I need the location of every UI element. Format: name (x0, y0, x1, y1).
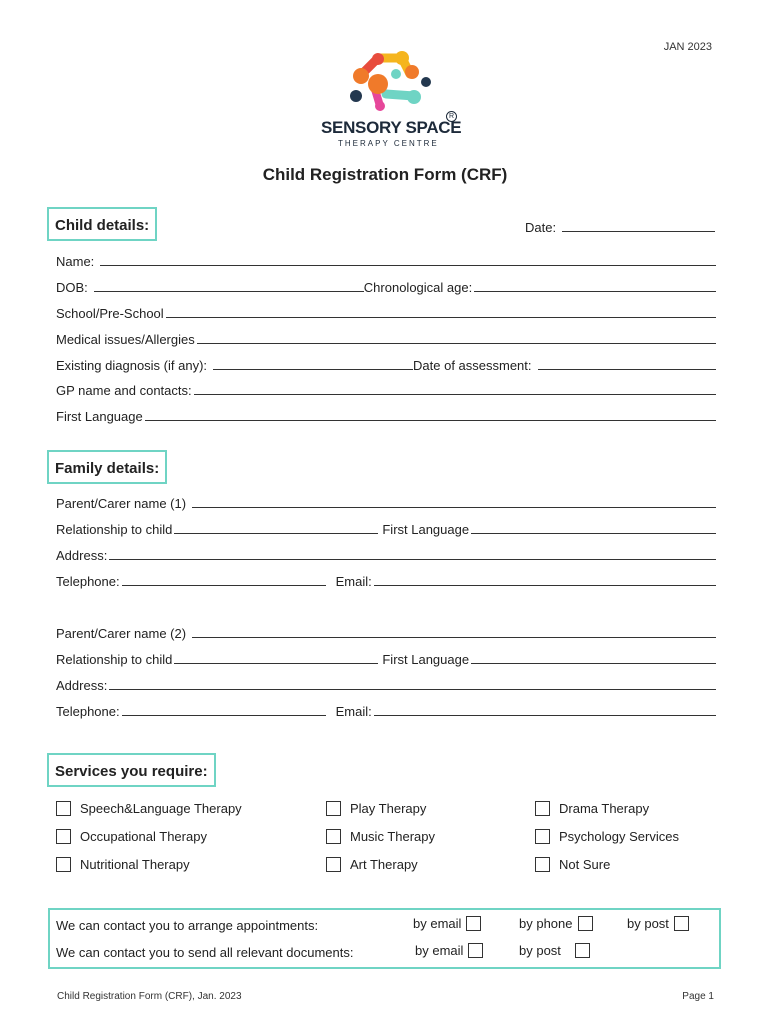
name-field (56, 251, 716, 269)
service-label: Speech&Language Therapy (80, 801, 242, 816)
school-label: School/Pre-School (56, 306, 164, 321)
parent1-name-input-line[interactable] (192, 495, 716, 508)
service-psychology-services[interactable] (535, 829, 679, 844)
parent2-name-input-line[interactable] (192, 625, 716, 638)
service-label: Art Therapy (350, 857, 418, 872)
option-label: by phone (519, 916, 573, 931)
page-number: Page 1 (682, 991, 714, 1002)
parent2-name-field (56, 623, 716, 641)
parent2-language-label: First Language (382, 652, 470, 667)
documents-by-email[interactable] (415, 943, 483, 958)
checkbox[interactable] (56, 829, 71, 844)
parent1-address-input-line[interactable] (109, 547, 716, 560)
dob-input-line[interactable] (94, 279, 364, 292)
assessment-date-label: Date of assessment: (413, 358, 532, 373)
date-field (525, 217, 715, 235)
parent2-relationship-row (56, 649, 716, 667)
parent1-language-input-line[interactable] (471, 521, 716, 534)
chrono-age-label: Chronological age: (363, 280, 473, 295)
gp-field (56, 380, 716, 398)
checkbox[interactable] (326, 829, 341, 844)
parent1-address-label: Address: (56, 548, 108, 563)
section-services: Services you require: (47, 753, 216, 787)
diagnosis-row (56, 355, 716, 373)
checkbox[interactable] (326, 857, 341, 872)
service-label: Occupational Therapy (80, 829, 207, 844)
parent1-address-field (56, 545, 716, 563)
parent2-email-label: Email: (335, 704, 372, 719)
first-language-label: First Language (56, 409, 143, 424)
parent1-relationship-input-line[interactable] (174, 521, 378, 534)
sensory-space-logo-icon (340, 48, 432, 114)
section-child-details: Child details: (47, 207, 157, 241)
date-input-line[interactable] (562, 219, 715, 232)
service-play-therapy[interactable] (326, 801, 426, 816)
parent2-relationship-input-line[interactable] (174, 651, 378, 664)
diagnosis-label: Existing diagnosis (if any): (56, 358, 208, 373)
diagnosis-input-line[interactable] (213, 357, 413, 370)
option-label: by email (415, 943, 464, 958)
first-language-input-line[interactable] (145, 408, 716, 421)
service-label: Drama Therapy (559, 801, 650, 816)
parent1-email-input-line[interactable] (374, 573, 716, 586)
service-drama-therapy[interactable] (535, 801, 649, 816)
service-label: Play Therapy (350, 801, 427, 816)
parent1-relationship-row (56, 519, 716, 537)
service-occupational-therapy[interactable] (56, 829, 207, 844)
gp-label: GP name and contacts: (56, 383, 192, 398)
option-label: by post (519, 943, 561, 958)
parent1-relationship-label: Relationship to child (56, 522, 173, 537)
checkbox[interactable] (535, 801, 550, 816)
school-field (56, 303, 716, 321)
service-label: Not Sure (559, 857, 611, 872)
service-not-sure[interactable] (535, 857, 610, 872)
service-label: Nutritional Therapy (80, 857, 190, 872)
brand-name: SENSORY SPACE (321, 118, 462, 137)
service-label: Music Therapy (350, 829, 436, 844)
parent1-language-label: First Language (382, 522, 470, 537)
checkbox[interactable] (578, 916, 593, 931)
option-label: by email (413, 916, 462, 931)
dob-row (56, 277, 716, 295)
chrono-age-input-line[interactable] (474, 279, 716, 292)
parent2-name-label: Parent/Carer name (2) (56, 626, 187, 641)
name-input-line[interactable] (100, 253, 716, 266)
checkbox[interactable] (56, 857, 71, 872)
registered-mark: R (446, 111, 457, 122)
appointments-by-email[interactable] (413, 916, 481, 931)
form-title: Child Registration Form (CRF) (262, 165, 508, 184)
service-nutritional-therapy[interactable] (56, 857, 190, 872)
dob-label: DOB: (56, 280, 88, 295)
parent2-telephone-row (56, 701, 716, 719)
checkbox[interactable] (575, 943, 590, 958)
documents-by-post[interactable] (519, 943, 590, 958)
service-speech-language[interactable] (56, 801, 242, 816)
medical-input-line[interactable] (197, 331, 716, 344)
name-label: Name: (56, 254, 95, 269)
option-label: by post (627, 916, 669, 931)
section-family-details: Family details: (47, 450, 167, 484)
parent2-address-field (56, 675, 716, 693)
parent2-telephone-label: Telephone: (56, 704, 120, 719)
service-label: Psychology Services (559, 829, 679, 844)
checkbox[interactable] (535, 857, 550, 872)
checkbox[interactable] (466, 916, 481, 931)
checkbox[interactable] (326, 801, 341, 816)
checkbox[interactable] (56, 801, 71, 816)
contact-documents-label: We can contact you to send all relevant documents: (56, 945, 354, 960)
footer-form-info: Child Registration Form (CRF), Jan. 2023 (57, 991, 242, 1002)
parent2-email-input-line[interactable] (374, 703, 716, 716)
appointments-by-post[interactable] (627, 916, 689, 931)
service-art-therapy[interactable] (326, 857, 418, 872)
brand-subtitle: THERAPY CENTRE (338, 139, 439, 148)
medical-label: Medical issues/Allergies (56, 332, 195, 347)
date-label: Date: (525, 220, 557, 235)
parent1-email-label: Email: (335, 574, 372, 589)
checkbox[interactable] (535, 829, 550, 844)
checkbox[interactable] (468, 943, 483, 958)
parent1-name-label: Parent/Carer name (1) (56, 496, 187, 511)
parent1-telephone-input-line[interactable] (122, 573, 326, 586)
contact-appointments-label: We can contact you to arrange appointments: (56, 918, 319, 933)
first-language-field (56, 406, 716, 424)
document-date: JAN 2023 (663, 41, 712, 53)
parent2-language-input-line[interactable] (471, 651, 716, 664)
parent2-address-input-line[interactable] (109, 677, 716, 690)
school-input-line[interactable] (166, 305, 716, 318)
checkbox[interactable] (674, 916, 689, 931)
gp-input-line[interactable] (194, 382, 716, 395)
parent1-telephone-label: Telephone: (56, 574, 120, 589)
assessment-date-input-line[interactable] (538, 357, 716, 370)
parent1-name-field (56, 493, 716, 511)
appointments-by-phone[interactable] (519, 916, 593, 931)
parent2-relationship-label: Relationship to child (56, 652, 173, 667)
medical-field (56, 329, 716, 347)
service-music-therapy[interactable] (326, 829, 435, 844)
parent1-telephone-row (56, 571, 716, 589)
parent2-address-label: Address: (56, 678, 108, 693)
parent2-telephone-input-line[interactable] (122, 703, 326, 716)
